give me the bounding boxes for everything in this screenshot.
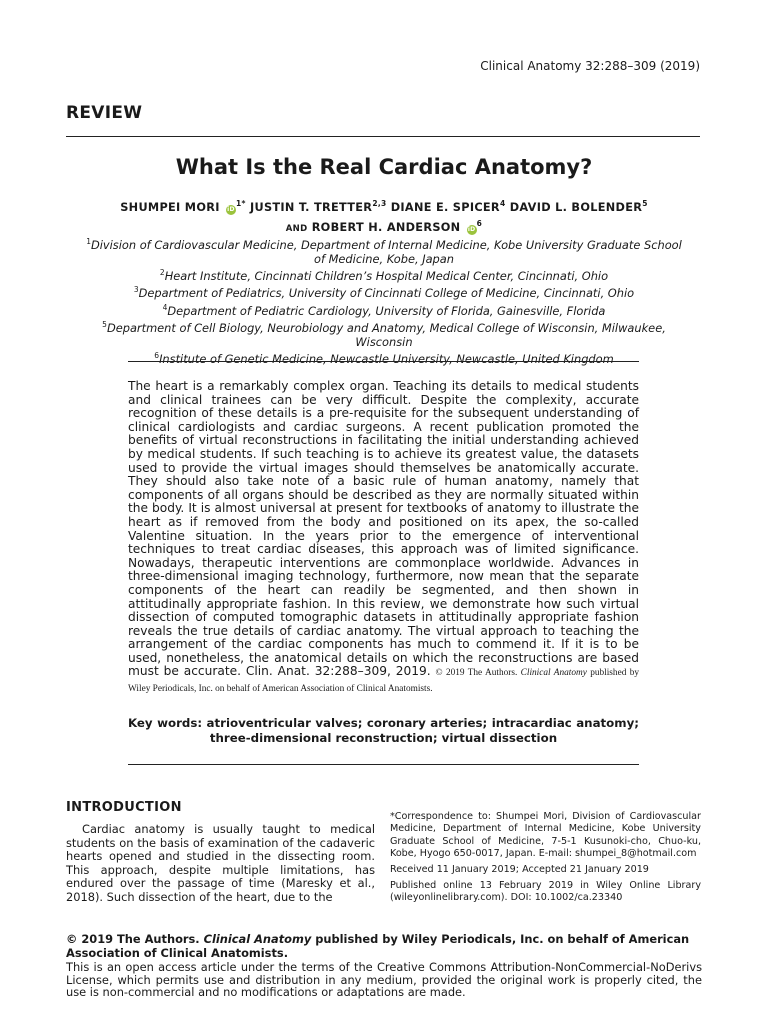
abstract-bottom-rule	[128, 764, 639, 765]
author-affiliation-marker: 5	[642, 199, 648, 208]
author-conjunction: AND	[285, 223, 308, 234]
publication-info: Published online 13 February 2019 in Wiley Online Library (wileyonlinelibrary.com). DOI: 10.1002/ca.23340	[390, 880, 701, 904]
author-name: DAVID L. BOLENDER	[509, 200, 643, 214]
footer-copyright: © 2019 The Authors. Clinical Anatomy published by Wiley Periodicals, Inc. on behalf of American Association of Clinical Anatomists.	[66, 932, 690, 960]
orcid-icon[interactable]: iD	[467, 225, 476, 233]
correspondence-note: *Correspondence to: Shumpei Mori, Division of Cardiovascular Medicine, Department of Internal Medicine, Kobe University Graduate School of Medicine, 7-5-1 Kusunoki-cho, Chuo-ku, Kobe, Hyogo 650-0017, Japan. E-mail: shumpei_8@hotmail.com	[390, 811, 701, 859]
affiliation: $^6$Institute of Genetic Medicine, Newcastle University, Newcastle, United Kingdom	[154, 351, 614, 366]
keywords-line: three-dimensional reconstruction; virtual dissection	[209, 731, 558, 745]
section-heading: INTRODUCTION	[66, 800, 182, 815]
affiliation: $^5$Department of Cell Biology, Neurobiology and Anatomy, Medical College of Wisconsin, Milwaukee, Wisconsin	[102, 319, 666, 349]
affiliation-list	[80, 235, 688, 366]
header-rule	[66, 136, 700, 137]
affiliation: $^3$Department of Pediatrics, University of Cincinnati College of Medicine, Cincinnati, Ohio	[133, 285, 635, 301]
author-name: JUSTIN T. TRETTER	[249, 200, 373, 214]
section-type-label: REVIEW	[66, 103, 143, 123]
affiliation: $^4$Department of Pediatric Cardiology, University of Florida, Gainesville, Florida	[162, 302, 606, 318]
affiliation: $^1$Division of Cardiovascular Medicine, Department of Internal Medicine, Kobe University Graduate School of Medicine, Kobe, Japan	[86, 237, 682, 267]
abstract-copyright: © 2019 The Authors. Clinical Anatomy published by Wiley Periodicals, Inc. on behalf of American Association of Clinical Anatomists.	[128, 668, 639, 695]
journal-reference: Clinical Anatomy 32:288–309 (2019)	[480, 59, 700, 73]
article-title: What Is the Real Cardiac Anatomy?	[175, 155, 593, 179]
affiliation: $^2$Heart Institute, Cincinnati Children’s Hospital Medical Center, Cincinnati, Ohio	[159, 268, 609, 284]
author-affiliation-marker: 2,3	[372, 199, 387, 208]
author-list	[60, 196, 708, 237]
license-statement: This is an open access article under the terms of the Creative Commons Attribution-NonCommercial-NoDerivs License, which permits use and distribution in any medium, provided the original work is properly cited, the use is non-commercial and no modifications or adaptations are made.	[66, 960, 702, 1000]
author-name: DIANE E. SPICER	[390, 200, 500, 214]
received-accepted-dates: Received 11 January 2019; Accepted 21 January 2019	[390, 864, 649, 875]
author-name: ROBERT H. ANDERSON	[311, 220, 461, 234]
keywords	[128, 716, 639, 746]
abstract-top-rule	[128, 361, 639, 362]
author-name: SHUMPEI MORI	[120, 200, 220, 214]
body-paragraph: Cardiac anatomy is usually taught to medical students on the basis of examination of the cadaveric hearts opened and studied in the dissecting room. This approach, despite multiple limitations, has endured over the passage of time (Maresky et al., 2018). Such dissection of the heart, due to the	[66, 822, 375, 904]
author-affiliation-marker: 6	[476, 218, 483, 228]
orcid-icon[interactable]: iD	[227, 205, 235, 213]
author-affiliation-marker: 1*	[235, 199, 246, 208]
author-affiliation-marker: 4	[499, 199, 506, 208]
abstract	[128, 380, 639, 697]
abstract-text: The heart is a remarkably complex organ. Teaching its details to medical students and clinical trainees can be very difficult. Despite the complexity, accurate recognition of these details is a pre-requisite for the subsequent understanding of clinical cardiologists and cardiac surgeons. A recent publication promoted the benefits of virtual reconstructions in facilitating the initial understanding achieved by medical students. If such teaching is to achieve its greatest value, the datasets used to provide the virtual images should themselves be anatomically accurate. They should also take note of a basic rule of human anatomy, namely that components of all organs should be described as they are normally situated within the body. It is almost universal at present for textbooks of anatomy to illustrate the heart as if removed from the body and positioned on its apex, the so-called Valentine situation. In the years prior to the emergence of interventional techniques to treat cardiac diseases, this approach was of limited significance. Nowadays, therapeutic interventions are commonplace worldwide. Advances in three-dimensional imaging technology, furthermore, now mean that the separate components of the heart can readily be segmented, and then shown in attitudinally appropriate fashion. In this review, we demonstrate how such virtual dissection of computed tomographic datasets in attitudinally appropriate fashion reveals the true details of cardiac anatomy. The virtual approach to teaching the arrangement of the cardiac components has much to commend it. If it is to be used, nonetheless, the anatomical details on which the reconstructions are based must be accurate. Clin. Anat. 32:288–309, 2019.	[128, 379, 639, 679]
keywords-line: Key words: atrioventricular valves; coronary arteries; intracardiac anatomy;	[128, 716, 639, 730]
